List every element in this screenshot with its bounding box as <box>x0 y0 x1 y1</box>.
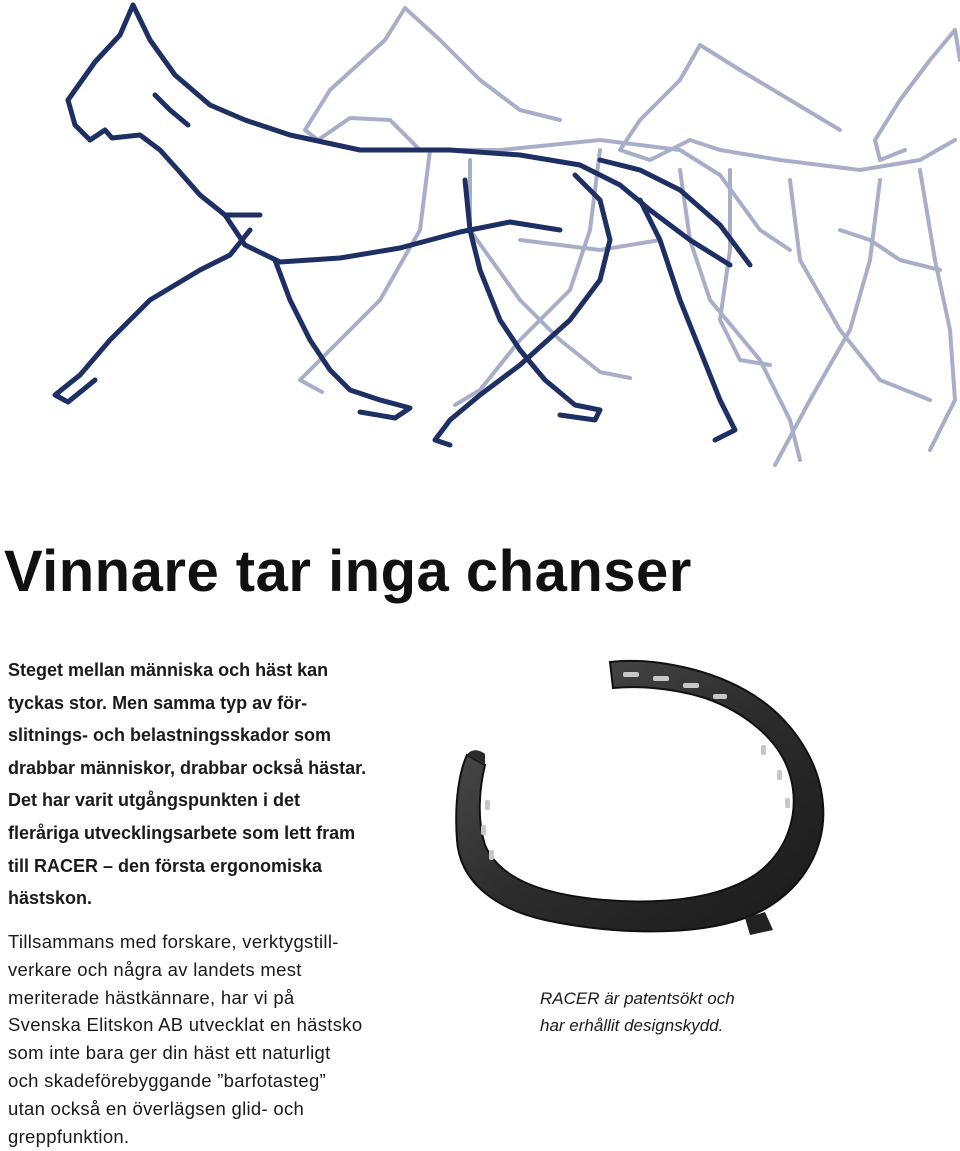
caption-line: RACER är patentsökt och <box>540 989 735 1008</box>
body-line: utan också en överlägsen glid- och <box>8 1097 305 1119</box>
body-line: och skadeförebyggande ”barfotasteg” <box>8 1069 327 1091</box>
foreground-horse-sketch <box>55 5 750 445</box>
body-line: greppfunktion. <box>8 1125 130 1147</box>
horseshoe-image <box>445 650 835 950</box>
lead-line: till RACER – den första ergonomiska <box>8 855 323 876</box>
body-line: verkare och några av landets mest <box>8 958 302 980</box>
lead-paragraph <box>8 654 428 915</box>
horseshoe-shape <box>456 661 823 931</box>
page-title: Vinnare tar inga chanser <box>4 539 692 604</box>
lead-line: hästskon. <box>8 888 93 909</box>
body-line: Tillsammans med forskare, verktygstill- <box>8 931 339 952</box>
lead-line: drabbar människor, drabbar också hästar. <box>8 757 367 778</box>
lead-line: fleråriga utvecklingsarbete som lett fram <box>8 822 356 843</box>
caption-line: har erhållit designskydd. <box>540 1016 724 1035</box>
trotting-horses-illustration <box>0 0 960 500</box>
lead-line: Det har varit utgångspunkten i det <box>8 790 301 811</box>
image-caption <box>540 985 735 1039</box>
lead-line: tyckas stor. Men samma typ av för- <box>8 692 308 713</box>
body-line: meriterade hästkännare, har vi på <box>8 986 295 1008</box>
lead-line: Steget mellan människa och häst kan <box>8 660 329 680</box>
body-line: Svenska Elitskon AB utvecklat en hästsko <box>8 1014 363 1036</box>
background-horse-sketches <box>300 8 960 465</box>
lead-line: slitnings- och belastningsskador som <box>8 725 332 746</box>
body-line: som inte bara ger din häst ett naturligt <box>8 1042 331 1064</box>
body-paragraph <box>8 928 448 1150</box>
